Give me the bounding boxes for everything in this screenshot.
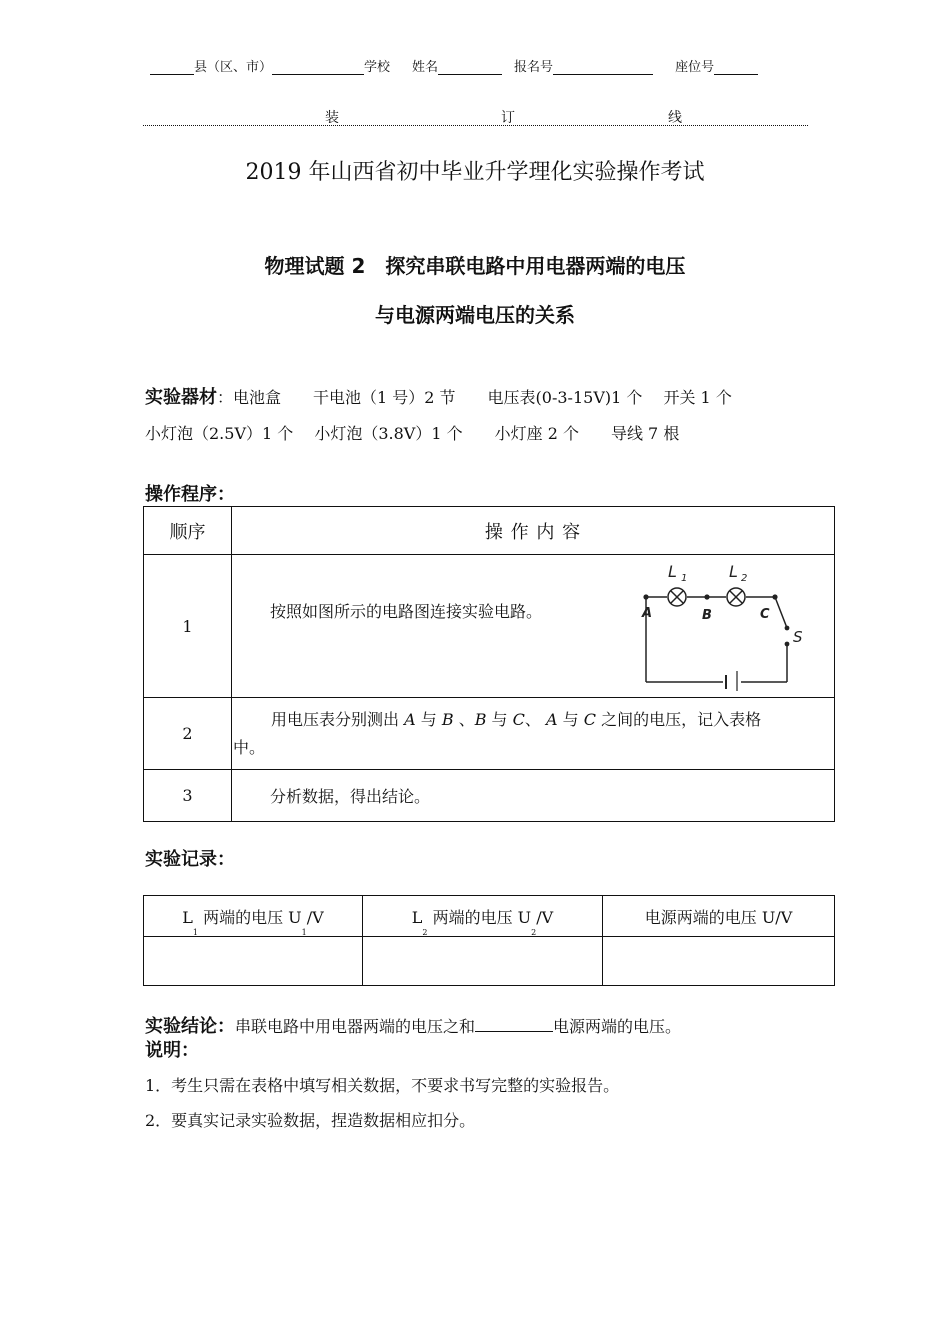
point-a: A	[546, 710, 558, 729]
label-A: A	[642, 606, 653, 621]
row-2-t5: 与	[557, 710, 584, 729]
school-label: 学校	[364, 60, 391, 75]
row-2-t1: 与	[415, 710, 442, 729]
row-2-t6: 之间的电压，记入表格	[596, 710, 762, 729]
materials-line-1	[145, 383, 732, 409]
conclusion-line	[145, 1012, 681, 1038]
record-header-source: 电源两端的电压 U/V	[603, 896, 835, 937]
l2-letter: L	[411, 907, 423, 927]
table-row	[144, 698, 835, 770]
record-label: 实验记录：	[145, 849, 235, 870]
county-label: 县（区、市）	[194, 60, 273, 75]
table-row	[144, 770, 835, 822]
procedure-label: 操作程序：	[145, 484, 235, 505]
exam-header	[150, 56, 758, 75]
table-row	[144, 507, 835, 555]
exam-title: 2019 年山西省初中毕业升学理化实验操作考试	[245, 160, 705, 185]
row-1-content	[232, 555, 835, 698]
conclusion-text-after: 电源两端的电压。	[553, 1017, 682, 1036]
record-cell-u1[interactable]	[144, 937, 363, 986]
label-L2-sub: 2	[741, 573, 748, 584]
point-b: B	[441, 710, 454, 729]
circuit-diagram	[632, 559, 832, 691]
subtitle-line-2: 与电源两端电压的关系	[375, 303, 575, 327]
l2-sub: 2	[422, 927, 428, 937]
table-row	[144, 896, 835, 937]
binding-char-3: 线	[668, 110, 682, 126]
row-3-order: 3	[144, 770, 232, 822]
l1-unit: /V	[306, 907, 324, 927]
binding-line	[143, 107, 808, 126]
u2-sub: 2	[531, 927, 537, 937]
reg-no-blank[interactable]	[553, 62, 653, 75]
point-c: C	[512, 710, 525, 729]
materials-colon: ：	[217, 388, 234, 407]
label-C: C	[760, 607, 770, 622]
record-cell-u2[interactable]	[363, 937, 603, 986]
label-L2: L	[729, 562, 738, 581]
materials-label: 实验器材	[145, 387, 217, 408]
row-2-t3: 与	[486, 710, 513, 729]
row-2-content	[232, 698, 835, 770]
row-2-t2: 、	[453, 710, 475, 729]
row-2-text-b: 中。	[233, 738, 266, 757]
l2-unit: /V	[536, 907, 554, 927]
label-B: B	[702, 608, 712, 623]
record-cell-u[interactable]	[603, 937, 835, 986]
materials-line-2: 小灯泡（2.5V）1 个 小灯泡（3.8V）1 个 小灯座 2 个 导线 7 根	[145, 424, 680, 443]
record-table	[143, 895, 835, 986]
l2-text: 两端的电压 U	[427, 907, 532, 927]
point-b: B	[474, 710, 487, 729]
row-2-text	[233, 706, 833, 734]
label-L1-sub: 1	[681, 573, 688, 584]
name-label: 姓名	[412, 60, 439, 75]
point-a: A	[404, 710, 416, 729]
record-header-l2	[363, 896, 603, 937]
binding-char-2: 订	[501, 110, 515, 126]
binding-char-1: 装	[325, 110, 339, 126]
point-c: C	[583, 710, 596, 729]
row-1-order: 1	[144, 555, 232, 698]
row-3-content: 分析数据，得出结论。	[232, 770, 835, 822]
procedure-table	[143, 506, 835, 822]
conclusion-blank[interactable]	[475, 1017, 553, 1032]
row-2-text-a: 用电压表分别测出	[271, 710, 405, 729]
l1-letter: L	[182, 907, 193, 927]
county-blank[interactable]	[150, 62, 194, 75]
seat-no-blank[interactable]	[714, 62, 758, 75]
header-content: 操 作 内 容	[232, 507, 835, 555]
l1-text: 两端的电压 U	[198, 907, 302, 927]
table-row	[144, 937, 835, 986]
row-2-t4: 、	[524, 710, 546, 729]
note-item-2: 2．要真实记录实验数据，捏造数据相应扣分。	[145, 1111, 476, 1130]
conclusion-text-before: 串联电路中用电器两端的电压之和	[235, 1017, 476, 1036]
l1-sub: 1	[192, 927, 198, 937]
table-row	[144, 555, 835, 698]
name-blank[interactable]	[438, 62, 502, 75]
record-header-l1	[144, 896, 363, 937]
conclusion-label: 实验结论：	[145, 1016, 235, 1037]
row-2-order: 2	[144, 698, 232, 770]
subtitle-line-1: 物理试题 2 探究串联电路中用电器两端的电压	[264, 254, 686, 278]
note-item-1: 1．考生只需在表格中填写相关数据，不要求书写完整的实验报告。	[145, 1076, 620, 1095]
school-blank[interactable]	[272, 62, 364, 75]
reg-no-label: 报名号	[514, 60, 554, 75]
row-1-text: 按照如图所示的电路图连接实验电路。	[270, 602, 543, 621]
materials-text-1: 电池盒 干电池（1 号）2 节 电压表(0-3-15V)1 个 开关 1 个	[233, 388, 732, 407]
u1-sub: 1	[301, 927, 307, 937]
label-L1: L	[668, 562, 677, 581]
notes-label: 说明：	[145, 1040, 199, 1061]
label-S: S	[793, 628, 803, 646]
seat-no-label: 座位号	[675, 60, 715, 75]
header-order: 顺序	[144, 507, 232, 555]
